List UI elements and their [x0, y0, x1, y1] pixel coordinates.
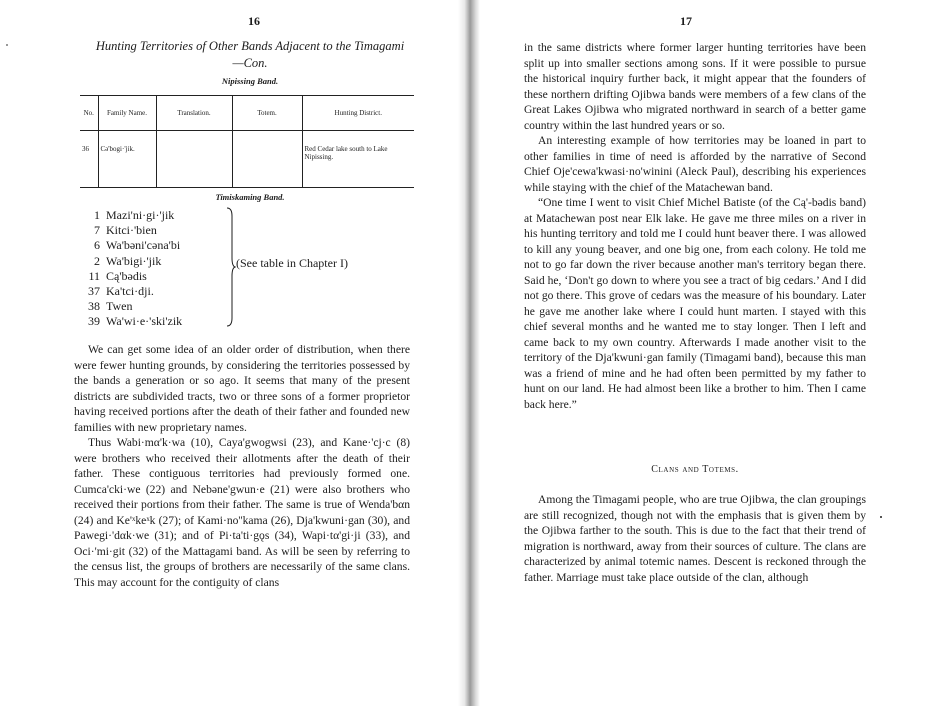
table-header-row [80, 96, 414, 131]
table-caption [80, 38, 420, 72]
list-item [86, 284, 236, 299]
member-number: 37 [88, 284, 100, 299]
paragraph: Thus Wabi·mα'k·wa (10), Caya'gwogwsi (23), and Kane·'cj·c (8) were brothers who received their allotments after the death of their father. These contiguous territories had previously formed one. Cumca'cki·we (22) and Nebəne'gwun·e (21) were also brothers who received their portions from their father. The same is true of Wenda'bαn (24) and Ke'ˣkeˣk (27); of Kami·no''kama (26), Dja'kwuni·gan (30), and Pawegi·'dαk·we (31); and of Pi·ta'ti·gǫs (34), Wapi·tα'gi·ji (33), and Oci·'mi·git (32) of the Mattagami band. As will be seen by referring to the census list, the groups of brothers are necessarily of the same clans. This may account for the contiguity of clans [74, 436, 410, 589]
band-member-list [86, 208, 236, 330]
member-name: Wa'bəni'cəna'bi [106, 238, 181, 253]
list-item [86, 299, 236, 314]
cell-totem [232, 131, 302, 188]
see-table-note: (See table in Chapter I) [236, 256, 348, 270]
cell-family-name: Cə'bogi·'jik. [98, 131, 156, 188]
member-number: 2 [94, 253, 100, 268]
curly-brace-icon [226, 206, 236, 328]
paragraph: “One time I went to visit Chief Michel Batiste (of the Cą'-bədis band) at Matachewan post near Elk lake. He gave me three miles on a river in his hunting territory and told me I could hunt beaver there. I was allowed to kill any young beaver, and one big one, from each colony. He told me not to go far down the river because another man's territory began there. Said he, ‘Don't go down to where you see a tract of big cedars.’ And I did not go there. This grove of cedars was the measure of his boundary. Later he gave me another lake where I could hunt marten. I stayed with this chief several months and he wanted me to stay longer. Then I left and came back to my own country. Afterwards I made another visit to the territory of the Dja'kwuni·gan family (Timagami band), because this man was a friend of mine and he had often been permitted by my father to hunt on our land. He had almost been like a brother to him. Then I came back here.” [524, 196, 866, 411]
header-totem: Totem. [232, 96, 302, 131]
paragraph: Among the Timagami people, who are true Ojibwa, the clan groupings are still recognized, though not with the emphasis that is given them by the Ojibwa farther to the south. This is due to the fact that their trend of migration is northward, away from their sources of culture. The clans are characterized by animal totemic names. Descent is reckoned through the father. Marriage must take place outside of the clan, although [524, 493, 866, 584]
member-number: 11 [88, 268, 100, 283]
caption-line-1: Hunting Territories of Other Bands Adjacent to the Timagami [95, 39, 405, 53]
caption-line-2: —Con. [232, 56, 268, 70]
cell-translation [156, 131, 232, 188]
member-name: Wa'wi·e·'ski'zik [106, 314, 183, 329]
member-name: Twen [106, 299, 133, 314]
nipissing-band-label: Nipissing Band. [221, 76, 279, 86]
header-no: No. [80, 96, 98, 131]
paragraph: An interesting example of how territories may be loaned in part to other families in time of need is afforded by the narrative of Second Chief Oje'cewa'kwasi·no'winini (Aleck Paul), describing his experiences while staying with the chief of the Matachewan band. [524, 134, 866, 194]
list-item [86, 314, 236, 329]
member-number: 39 [88, 314, 100, 329]
list-item [86, 208, 236, 223]
member-name: Mazi'ni·gi·'jik [106, 208, 175, 222]
right-page-number: 17 [680, 14, 692, 28]
member-name: Wa'bigi·'jik [106, 253, 162, 268]
right-body-text-2 [524, 492, 866, 585]
header-translation: Translation. [156, 96, 232, 131]
header-hunting-district: Hunting District. [302, 96, 414, 131]
paragraph: We can get some idea of an older order of distribution, when there were fewer hunting grounds, by considering the territories possessed by the bands a generation or so ago. It seems that many of the present districts are subdivided tracts, two or three sons of a former proprietor having received portions after the death of their father and founded new families with new proprietary names. [74, 343, 410, 434]
member-number: 38 [88, 299, 100, 314]
member-number: 6 [94, 238, 100, 253]
member-name: Ka'tci·dji. [106, 284, 154, 299]
page-speck [880, 516, 882, 518]
right-body-text [524, 40, 866, 412]
member-number: 7 [94, 223, 100, 238]
hunting-table [80, 95, 414, 188]
cell-no: 36 [80, 131, 98, 188]
section-heading: Clans and Totems. [651, 464, 739, 475]
list-item [86, 254, 236, 269]
member-name: Cą'bədis [106, 268, 147, 283]
header-family-name: Family Name. [98, 96, 156, 131]
paragraph: in the same districts where former larger hunting territories have been split up into smaller sections among sons. If it were possible to pursue the historical inquiry further back, it might appear that the founders of these northern drifting Ojibwa bands were members of a few clans of the Great Lakes Ojibwa who migrated northward in search of a better game country within the last hundred years or so. [524, 41, 866, 132]
member-name: Kitci·'bien [106, 223, 157, 238]
left-body-text [74, 342, 410, 590]
left-page-number: 16 [248, 14, 260, 28]
list-item [86, 269, 236, 284]
list-item [86, 238, 236, 253]
table-row [80, 131, 414, 188]
member-number: 1 [94, 208, 100, 222]
list-item [86, 223, 236, 238]
cell-hunting-district: Red Cedar lake south to Lake Nipissing. [302, 131, 414, 188]
timiskaming-band-label: Timiskaming Band. [215, 192, 285, 202]
